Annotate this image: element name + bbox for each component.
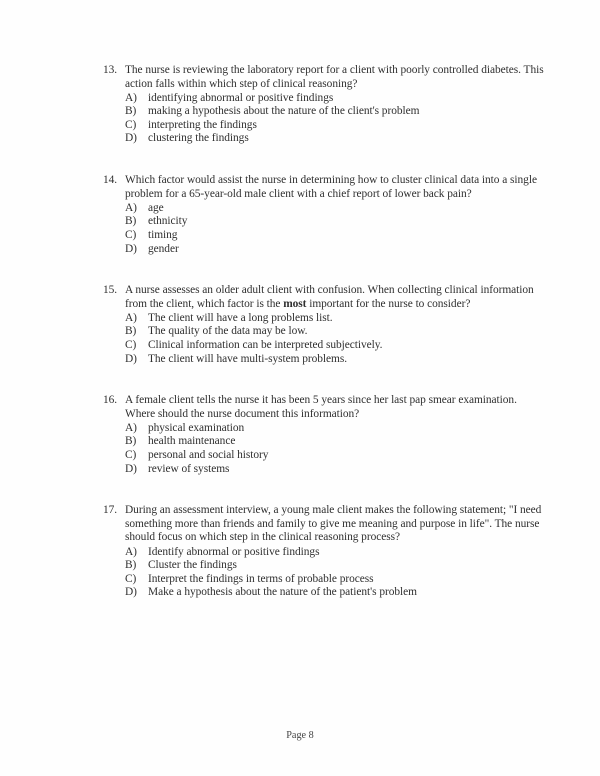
question-text-part: A nurse assesses an older adult client with confusion. When collecting clinical information from the client, which factor is the bbox=[125, 284, 534, 310]
question-text-part: A female client tells the nurse it has been 5 years since her last pap smear examination. Where should the nurse document this information? bbox=[125, 394, 517, 420]
option-letter: A) bbox=[125, 421, 137, 434]
answer-option-d[interactable] bbox=[125, 353, 549, 367]
option-letter: C) bbox=[125, 449, 137, 462]
option-letter: B) bbox=[125, 325, 137, 338]
option-letter: B) bbox=[125, 435, 137, 448]
option-text: review of systems bbox=[148, 462, 230, 475]
option-text: health maintenance bbox=[148, 435, 236, 448]
option-text: The quality of the data may be low. bbox=[148, 325, 308, 338]
answer-option-c[interactable] bbox=[125, 573, 549, 587]
option-letter: A) bbox=[125, 91, 137, 104]
answer-option-a[interactable] bbox=[125, 546, 549, 560]
option-letter: D) bbox=[125, 352, 137, 365]
option-text: personal and social history bbox=[148, 449, 269, 462]
option-text: Interpret the findings in terms of probable process bbox=[148, 572, 374, 585]
option-text: Make a hypothesis about the nature of the patient's problem bbox=[148, 586, 417, 599]
question-stem-row bbox=[103, 284, 549, 311]
question-stem-row bbox=[103, 64, 549, 91]
answer-option-d[interactable] bbox=[125, 243, 549, 257]
option-letter: C) bbox=[125, 118, 137, 131]
question-text bbox=[125, 64, 549, 91]
question-text-part: The nurse is reviewing the laboratory report for a client with poorly controlled diabetes. This action falls within which step of clinical reasoning? bbox=[125, 64, 544, 90]
question-block bbox=[103, 504, 549, 600]
option-text: The client will have multi-system problems. bbox=[148, 352, 348, 365]
option-letter: A) bbox=[125, 545, 137, 558]
option-text: ethnicity bbox=[148, 215, 188, 228]
option-text: physical examination bbox=[148, 421, 245, 434]
question-number: 17. bbox=[103, 504, 117, 517]
answer-option-d[interactable] bbox=[125, 463, 549, 477]
question-text-part: During an assessment interview, a young male client makes the following statement; "I need something more than friends and family to give me meaning and purpose in life". The nurse should focus on which step in the clinical reasoning process? bbox=[125, 504, 542, 544]
question-text-part: Which factor would assist the nurse in determining how to cluster clinical data into a single problem for a 65-year-old male client with a chief report of lower back pain? bbox=[125, 174, 537, 200]
question-number: 14. bbox=[103, 174, 117, 187]
answer-option-c[interactable] bbox=[125, 339, 549, 353]
option-letter: D) bbox=[125, 462, 137, 475]
option-letter: D) bbox=[125, 242, 137, 255]
answer-option-a[interactable] bbox=[125, 422, 549, 436]
question-text bbox=[125, 174, 549, 201]
answer-option-a[interactable] bbox=[125, 202, 549, 216]
option-letter: D) bbox=[125, 586, 137, 599]
option-text: The client will have a long problems list. bbox=[148, 311, 333, 324]
question-block bbox=[103, 64, 549, 146]
option-letter: A) bbox=[125, 201, 137, 214]
option-text: identifying abnormal or positive findings bbox=[148, 91, 334, 104]
question-number: 15. bbox=[103, 284, 117, 297]
answer-options bbox=[103, 92, 549, 146]
question-text bbox=[125, 504, 549, 545]
question-number: 13. bbox=[103, 64, 117, 76]
option-text: timing bbox=[148, 228, 178, 241]
answer-option-b[interactable] bbox=[125, 435, 549, 449]
answer-option-a[interactable] bbox=[125, 92, 549, 106]
answer-options bbox=[103, 312, 549, 366]
option-text: Cluster the findings bbox=[148, 559, 237, 572]
answer-option-d[interactable] bbox=[125, 132, 549, 146]
answer-option-d[interactable] bbox=[125, 586, 549, 600]
answer-option-c[interactable] bbox=[125, 119, 549, 133]
question-text-part: important for the nurse to consider? bbox=[306, 297, 471, 310]
option-text: making a hypothesis about the nature of the client's problem bbox=[148, 105, 420, 118]
option-text: age bbox=[148, 201, 164, 214]
option-text: Clinical information can be interpreted subjectively. bbox=[148, 339, 383, 351]
option-letter: D) bbox=[125, 132, 137, 145]
answer-option-b[interactable] bbox=[125, 105, 549, 119]
option-text: clustering the findings bbox=[148, 132, 249, 145]
option-letter: C) bbox=[125, 572, 137, 585]
answer-option-b[interactable] bbox=[125, 325, 549, 339]
question-text bbox=[125, 284, 549, 311]
option-text: Identify abnormal or positive findings bbox=[148, 545, 320, 558]
question-stem-row bbox=[103, 394, 549, 421]
question-stem-row bbox=[103, 174, 549, 201]
question-emphasis: most bbox=[283, 297, 307, 310]
option-letter: A) bbox=[125, 311, 137, 324]
option-letter: B) bbox=[125, 215, 137, 228]
option-text: interpreting the findings bbox=[148, 118, 257, 131]
answer-option-a[interactable] bbox=[125, 312, 549, 326]
option-letter: C) bbox=[125, 339, 137, 351]
option-text: gender bbox=[148, 242, 179, 255]
option-letter: B) bbox=[125, 105, 137, 118]
answer-option-c[interactable] bbox=[125, 229, 549, 243]
answer-option-c[interactable] bbox=[125, 449, 549, 463]
question-block bbox=[103, 284, 549, 366]
question-block bbox=[103, 174, 549, 256]
answer-option-b[interactable] bbox=[125, 559, 549, 573]
answer-options bbox=[103, 422, 549, 476]
question-stem-row bbox=[103, 504, 549, 545]
answer-options bbox=[103, 546, 549, 600]
answer-options bbox=[103, 202, 549, 256]
option-letter: B) bbox=[125, 559, 137, 572]
question-text bbox=[125, 394, 549, 421]
question-list bbox=[103, 64, 549, 600]
page-footer: Page 8 bbox=[286, 730, 314, 741]
option-letter: C) bbox=[125, 228, 137, 241]
answer-option-b[interactable] bbox=[125, 215, 549, 229]
question-block bbox=[103, 394, 549, 476]
question-number: 16. bbox=[103, 394, 117, 407]
